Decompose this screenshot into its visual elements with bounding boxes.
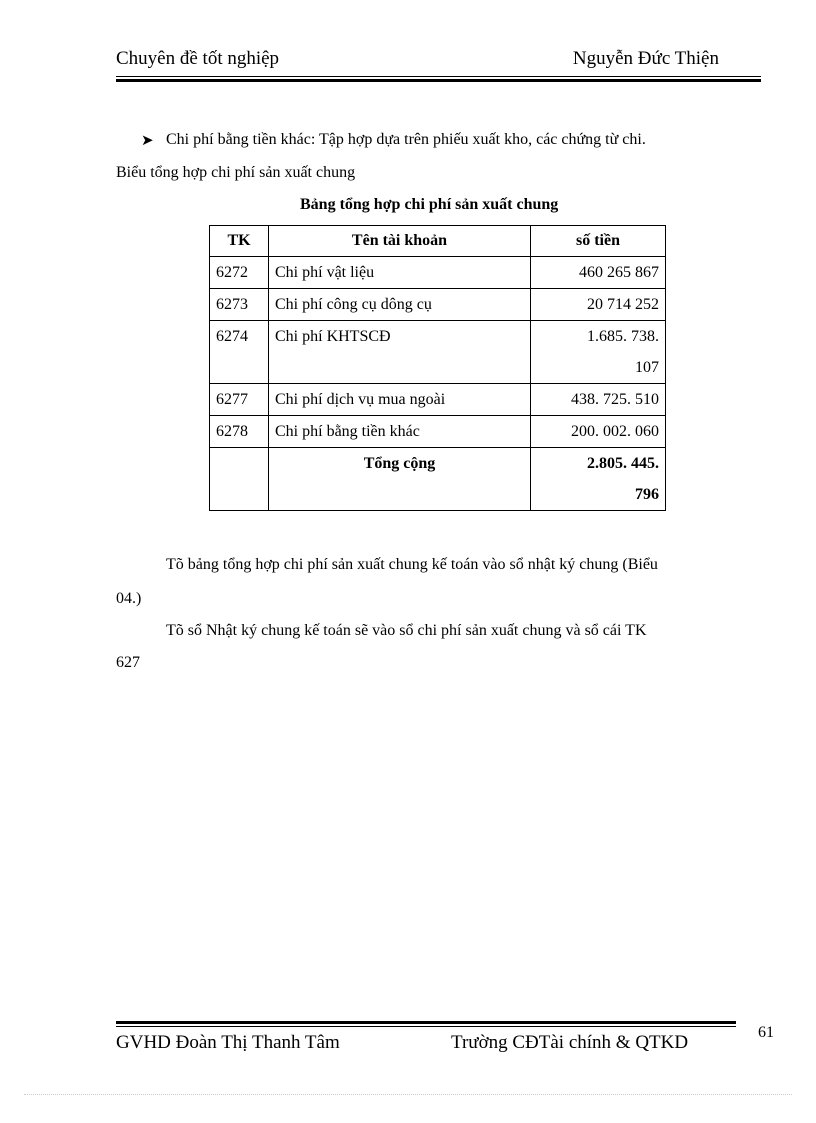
footer-rule-thin [116,1026,736,1027]
footer-school: Trường CĐTài chính & QTKD [451,1032,689,1053]
footer-rule-thick [116,1021,736,1024]
table-row [210,257,666,289]
header-rule-thin [116,76,761,77]
bullet-text: Chi phí bằng tiền khác: Tập hợp dựa trên phiếu xuất kho, các chứng từ chi. [166,131,646,148]
footer-advisor: GVHD Đoàn Thị Thanh Tâm [116,1032,340,1053]
cell-amount: 438. 725. 510 [531,384,666,416]
total-amount [531,448,666,511]
cell-tk: 6277 [210,384,269,416]
cell-account: Chi phí công cụ dông cụ [269,289,531,321]
cell-amount: 460 265 867 [531,257,666,289]
paragraph-1-line-1: Tõ bảng tổng hợp chi phí sản xuất chung kế toán vào sổ nhật ký chung (Biểu [166,556,658,573]
header-title: Chuyên đề tốt nghiệp [116,48,280,69]
header-rule-thick [116,79,761,82]
arrow-bullet-icon: ➤ [141,133,154,149]
cost-table [209,225,666,511]
page-number: 61 [758,1024,774,1041]
cell-account: Chi phí KHTSCĐ [269,321,531,384]
paragraph-1-line-2: 04.) [116,590,142,607]
cell-tk-empty [210,448,269,511]
col-header-account: Tên tài khoản [269,226,531,257]
caption-text: Biểu tổng hợp chi phí sản xuất chung [116,164,356,181]
amount-line-2: 107 [635,359,659,376]
total-label: Tổng cộng [269,448,531,511]
cell-tk: 6272 [210,257,269,289]
cell-amount: 20 714 252 [531,289,666,321]
table-title: Bảng tổng hợp chi phí sản xuất chung [300,196,559,213]
col-header-tk: TK [210,226,269,257]
cell-account: Chi phí dịch vụ mua ngoài [269,384,531,416]
paragraph-2-line-2: 627 [116,654,140,671]
cell-tk: 6273 [210,289,269,321]
cell-amount: 200. 002. 060 [531,416,666,448]
total-amount-line-2: 796 [635,486,659,503]
cell-tk: 6274 [210,321,269,384]
col-header-amount: số tiền [531,226,666,257]
table-row [210,321,666,384]
paragraph-2-line-1: Tõ sổ Nhật ký chung kế toán sẽ vào sổ chi phí sản xuất chung và sổ cái TK [166,622,647,639]
total-amount-line-1: 2.805. 445. [587,455,659,472]
table-row [210,384,666,416]
cell-account: Chi phí bằng tiền khác [269,416,531,448]
table-row [210,416,666,448]
table-header-row [210,226,666,257]
cell-account: Chi phí vật liệu [269,257,531,289]
table-row [210,289,666,321]
amount-line-1: 1.685. 738. [587,328,659,345]
header-author: Nguyễn Đức Thiện [572,48,719,69]
cell-amount [531,321,666,384]
page-header [116,48,761,74]
total-row [210,448,666,511]
cell-tk: 6278 [210,416,269,448]
page-edge-divider [24,1094,792,1095]
